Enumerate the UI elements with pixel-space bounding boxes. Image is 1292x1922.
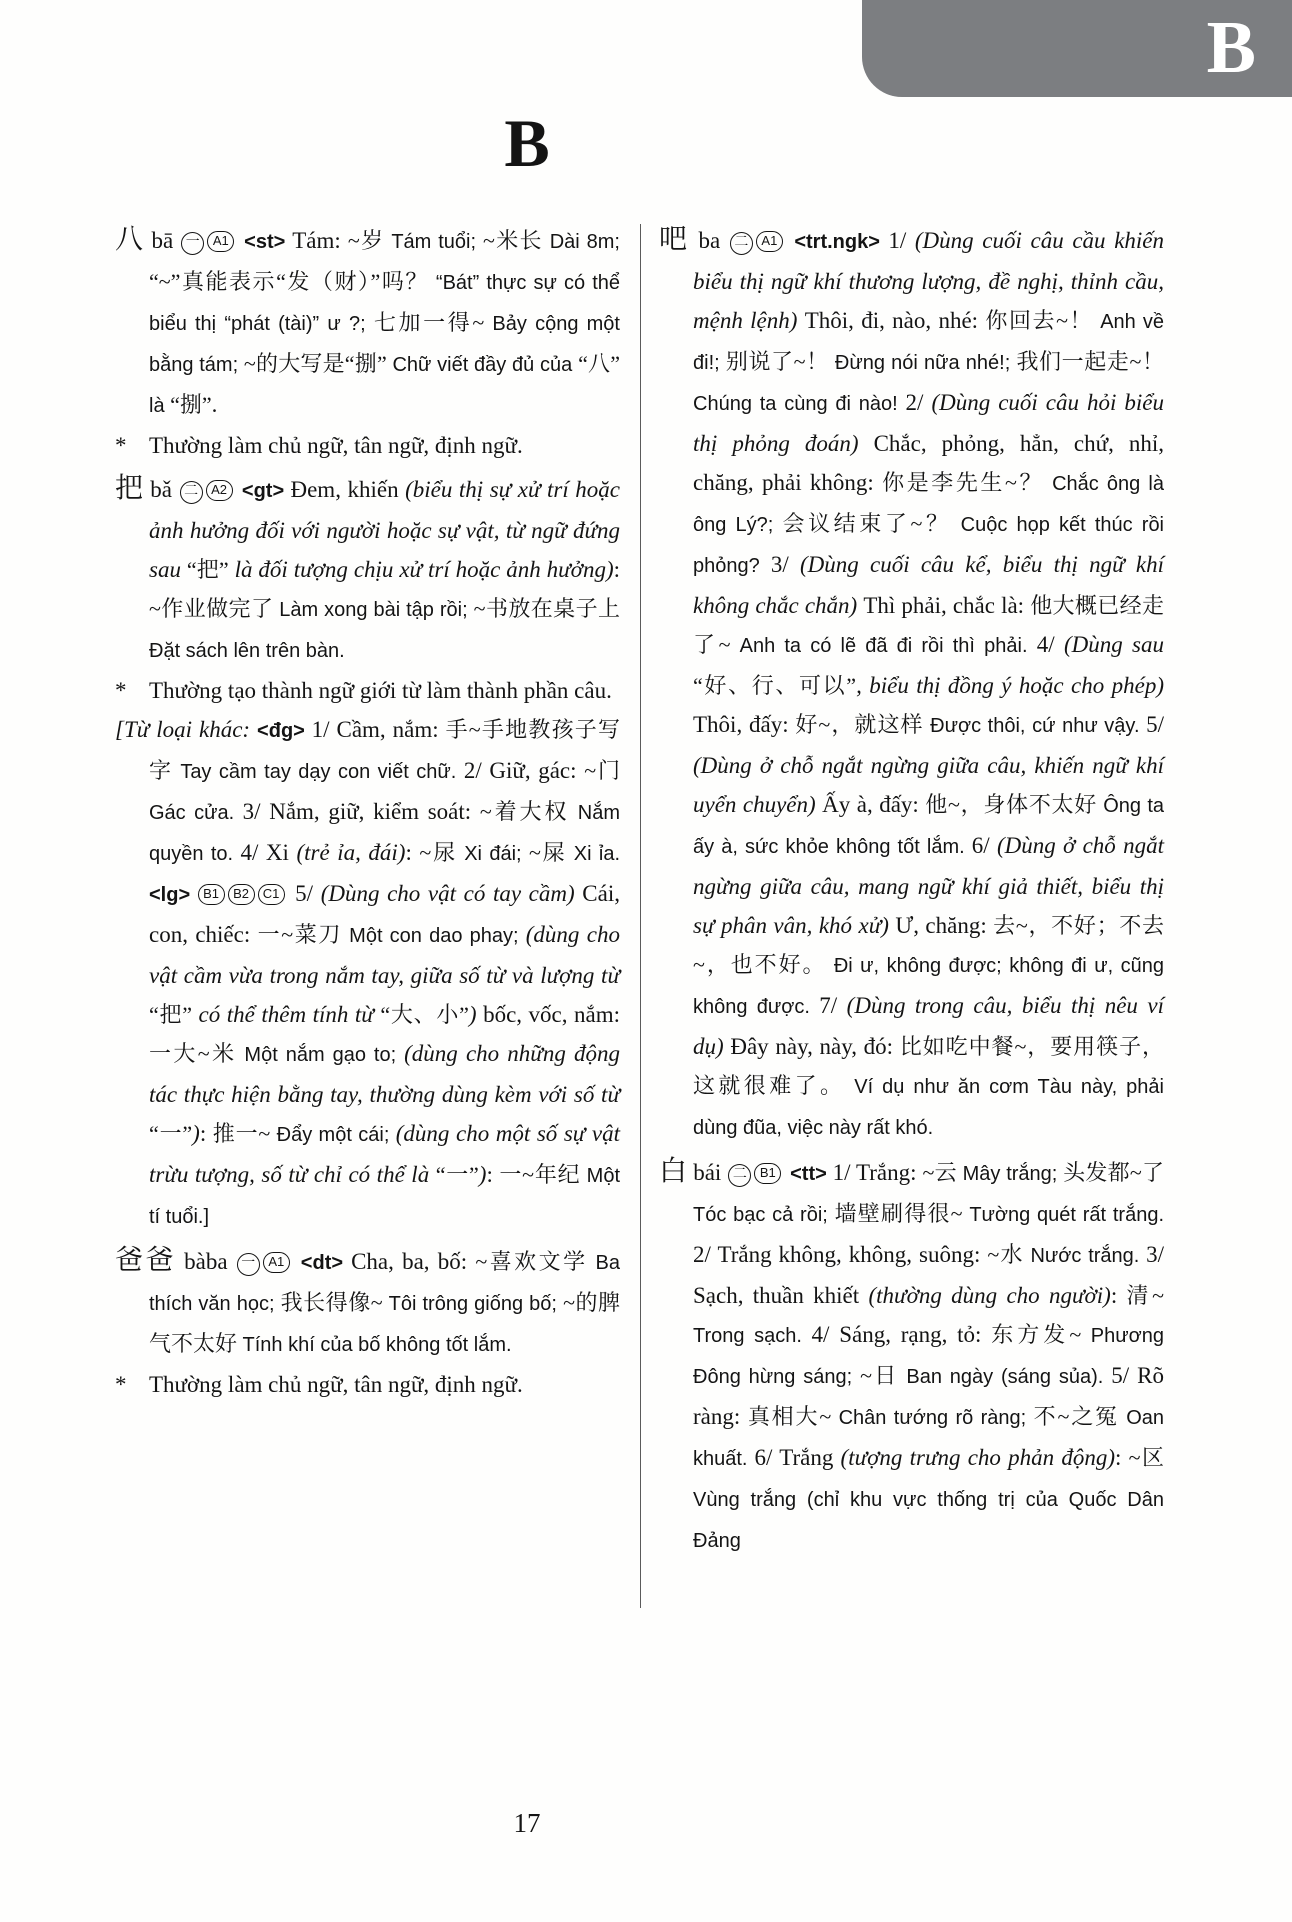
definition-text: 1/ [888,228,915,253]
italic-explanation: (dùng cho một số sự vật trừu tượng, số từ chỉ có thể là [149,1121,620,1187]
chinese-text: 我长得像~ [280,1290,389,1315]
example-translation: Gác cửa. [149,802,243,824]
chinese-text: “一” [149,1121,193,1146]
headword: 八 [115,224,145,255]
definition-text: Chắc, phỏng, hẳn, chứ, nhỉ, chăng, phải không: [693,431,1164,495]
italic-explanation: (Dùng cuối câu cầu khiến biểu thị ngữ khí thương lượng, đề nghị, thỉnh cầu, mệnh lệnh) [693,228,1164,333]
example-translation: Ban ngày (sáng sủa). [906,1366,1112,1388]
chinese-text: ~米长 [482,228,550,253]
definition-text: 4/ Sáng, rạng, tỏ: [811,1322,992,1347]
chinese-text: 他大概已经走了~ [693,593,1164,657]
definition-text: : [1110,1283,1127,1308]
chinese-text: ~作业做完了 [149,596,280,621]
circled-number-badge: 二 [728,1164,751,1187]
chinese-text: 一大~米 [149,1041,245,1066]
example-translation: Chúng ta cùng đi nào! [693,393,906,415]
definition-text: 5/ Rõ ràng: [693,1363,1164,1429]
italic-explanation: , biểu thị đồng ý hoặc cho phép) [856,673,1164,698]
definition-text: Ư, chăng: [895,913,994,938]
definition-text: 5/ [1146,712,1164,737]
level-badge: A1 [263,1252,290,1273]
level-badge: B2 [228,884,255,905]
example-translation: Chân tướng rõ ràng; [838,1407,1034,1429]
example-translation: Ví dụ như ăn cơm Tàu này, phải dùng đũa, việc này rất khó. [693,1076,1164,1139]
definition-text: Cái, con, chiếc: [149,881,620,947]
corner-index-tab [862,0,1292,97]
part-of-speech-tag: <đg> [257,720,312,742]
example-translation: Một nắm gạo to; [244,1044,405,1066]
example-translation: Một tí tuổi.] [149,1165,621,1228]
chinese-text: ~尿 [419,840,465,865]
chinese-text: “一” [435,1162,479,1187]
chinese-text: 真相大~ [747,1404,839,1429]
italic-explanation: (trẻ ỉa, đái) [296,840,406,865]
entry-paragraph [115,220,620,426]
headword: 白 [659,1156,688,1187]
example-translation: Ba thích văn học; [149,1252,620,1315]
example-translation: Mây trắng; [962,1163,1064,1185]
entry-paragraph [659,1152,1164,1561]
pinyin: bàba [175,1249,236,1274]
note-paragraph [115,671,620,710]
part-of-speech-tag: <st> [237,231,293,253]
page-number: 17 [513,1808,541,1838]
definition-text: Cha, ba, bố: [351,1249,476,1274]
pinyin: bǎ [143,477,179,502]
italic-explanation: (tượng trưng cho phản động) [840,1445,1116,1470]
chinese-text: “~”真能表示“发（财）”吗？ [149,269,436,294]
column-left [115,220,620,1404]
part-of-speech-tag: <lg> [149,884,198,906]
part-of-speech-tag: <gt> [235,480,291,502]
definition-text: Thôi, đấy: [693,712,796,737]
part-of-speech-tag: <dt> [292,1252,352,1274]
example-translation: Đẩy một cái; [276,1124,396,1146]
italic-explanation: (Dùng ở chỗ ngắt ngừng giữa câu, mang ngữ khí giả thiết, biểu thị sự phân vân, khó xử) [693,833,1164,938]
column-right [659,220,1164,1561]
definition-text: : [199,1121,213,1146]
italic-explanation: ) [478,1162,487,1187]
definition-text: Đem, khiến [290,477,406,502]
chinese-text: “捌” [170,392,212,417]
example-translation: Một con dao phay; [349,925,526,947]
chinese-text: 你是李先生~？ [882,470,1053,495]
italic-explanation: ) [192,1121,200,1146]
chinese-text: ~门 [584,758,620,783]
definition-text: 1/ Cầm, nắm: [311,717,446,742]
definition-text: : [486,1162,500,1187]
chinese-text: 会议结束了~？ [782,511,961,536]
definition-text: 4/ Xi [240,840,297,865]
example-translation: Tường quét rất trắng. [969,1204,1165,1226]
headword: 把 [115,473,144,504]
definition-text: 3/ Nắm, giữ, kiểm soát: [242,799,480,824]
italic-explanation: là đối tượng chịu xử trí hoặc ảnh hưởng) [228,557,614,582]
example-translation: Đặt sách lên trên bàn. [149,640,345,662]
definition-text: 2/ Giữ, gác: [463,758,585,783]
headword: 吧 [659,224,690,255]
chinese-text: “好、行、可以” [693,673,857,698]
chinese-text: ~书放在桌子上 [473,596,620,621]
section-heading: B [504,105,550,181]
definition-text: Thôi, đi, nào, nhé: [804,308,986,333]
chinese-text: 你回去~！ [985,308,1101,333]
subentry-paragraph [115,710,620,1237]
level-badge: A1 [207,231,234,252]
example-translation: Đi ư, không được; không đi ư, cũng không được. [693,955,1164,1018]
definition-text: : [405,840,420,865]
definition-text: Ấy à, đấy: [822,792,926,817]
chinese-text: 清~ [1126,1283,1165,1308]
definition-text: 1/ Trắng: [832,1160,923,1185]
definition-text: bốc, vốc, nắm: [483,1002,621,1027]
chinese-text: 手~手地教孩子写字 [149,717,620,783]
definition-text: 3/ [770,552,800,577]
level-badge: A1 [756,231,783,252]
definition-text: 2/ [905,390,932,415]
chinese-text: ~日 [860,1363,907,1388]
definition-text: 7/ [819,993,847,1018]
italic-explanation: (Dùng sau [1063,632,1165,657]
chinese-text: 我们一起走~！ [1016,349,1164,374]
chinese-text: 东方发~ [991,1322,1091,1347]
example-translation: Tính khí của bố không tốt lắm. [242,1334,512,1356]
chinese-text: ~区 [1128,1445,1164,1470]
chinese-text: 别说了~！ [725,349,835,374]
chinese-text: 墙壁刷得很~ [834,1201,970,1226]
example-translation: Chữ viết đầy đủ của [392,354,579,376]
definition-text: Thường làm chủ ngữ, tân ngữ, định ngữ. [149,433,523,458]
chinese-text: “大、小” [380,1002,469,1027]
chinese-text: “把” [186,557,229,582]
chinese-text: 头发都~了 [1063,1160,1164,1185]
level-badge: B1 [198,884,225,905]
circled-number-badge: 二 [180,481,203,504]
example-translation: Xi đái; [464,843,529,865]
headword: 爸爸 [115,1245,176,1276]
chinese-text: ~云 [922,1160,963,1185]
chinese-text: “把” [149,1002,193,1027]
example-translation: Ông ta ấy à, sức khỏe không tốt lắm. [693,795,1165,858]
definition-text: Đây này, này, đó: [730,1034,900,1059]
pinyin: ba [689,228,729,253]
level-badge: B1 [754,1163,781,1184]
chinese-text: 比如吃中餐~，要用筷子，这就很难了。 [693,1034,1165,1098]
definition-text: 3/ Sạch, thuần khiết [693,1242,1165,1308]
definition-text: : [613,557,620,582]
example-translation: Xi ỉa. [573,843,621,865]
italic-explanation: ) [468,1002,484,1027]
definition-text: 4/ [1036,632,1064,657]
example-translation: Được thôi, cứ như vậy. [930,715,1147,737]
definition-text: : [1115,1445,1129,1470]
chinese-text: “八” [578,351,620,376]
chinese-text: 推一~ [212,1121,277,1146]
example-translation: “Bát” thực sự có thể biểu thị “phát (tài)” ư ?; [149,272,620,335]
chinese-text: ~的大写是“捌” [243,351,393,376]
chinese-text: ~屎 [528,840,574,865]
example-translation: Làm xong bài tập rồi; [279,599,474,621]
italic-explanation: có thể thêm tính từ [192,1002,381,1027]
chinese-text: 去~，不好；不去~，也不好。 [693,913,1165,977]
example-translation: Anh ta có lẽ đã đi rồi thì phải. [739,635,1037,657]
italic-explanation: (thường dùng cho người) [868,1283,1111,1308]
level-badge: C1 [258,884,285,905]
chinese-text: 一~年纪 [499,1162,587,1187]
example-translation: Dài 8m; [549,231,620,253]
definition-text: Thường làm chủ ngữ, tân ngữ, định ngữ. [149,1372,523,1397]
chinese-text: 七加一得~ [373,310,493,335]
definition-text: 5/ [287,881,321,906]
chinese-text: ~水 [987,1242,1031,1267]
part-of-speech-tag: <tt> [784,1163,833,1185]
chinese-text: ~着大权 [479,799,578,824]
definition-text: Tám: [292,228,348,253]
definition-text: 6/ Trắng [754,1445,841,1470]
chinese-text: 一~菜刀 [257,922,350,947]
italic-explanation: (Dùng cuối câu kể, biểu thị ngữ khí không chắc chắn) [693,552,1165,618]
example-translation: Nước trắng. [1030,1245,1147,1267]
italic-explanation: (dùng cho những động tác thực hiện bằng tay, thường dùng kèm với số từ [149,1041,620,1107]
chinese-text: 不~之冤 [1033,1404,1127,1429]
circled-number-badge: 二 [730,232,753,255]
definition-text: 2/ Trắng không, không, suông: [693,1242,988,1267]
example-translation: Đừng nói nữa nhé!; [834,352,1017,374]
example-translation: Trong sạch. [693,1325,812,1347]
pinyin: bái [687,1160,728,1185]
italic-explanation: (Dùng cho vật có tay cầm) [320,881,583,906]
chinese-text: ~的脾气不太好 [149,1290,621,1356]
chinese-text: 他~，身体不太好 [925,792,1104,817]
example-translation: Chắc ông là ông Lý?; [693,473,1164,536]
example-translation: Tay cầm tay dạy con viết chữ. [180,761,464,783]
note-asterisk: * [115,1372,127,1397]
italic-explanation: [Từ loại khác: [115,717,258,742]
italic-explanation: (Dùng trong câu, biểu thị nêu ví dụ) [693,993,1165,1059]
example-translation: Phương Đông hừng sáng; [693,1325,1165,1388]
example-translation: Bảy cộng một bằng tám; [149,313,620,376]
note-asterisk: * [115,433,127,458]
chinese-text: ~岁 [347,228,392,253]
corner-tab-letter: B [1206,7,1256,89]
note-paragraph [115,426,620,465]
definition-text: . [211,392,218,417]
column-divider-line [640,224,641,1608]
italic-explanation: (Dùng ở chỗ ngắt ngừng giữa câu, khiến ngữ khí uyển chuyển) [693,753,1164,817]
pinyin: bā [144,228,181,253]
level-badge: A2 [206,480,233,501]
example-translation: là [149,395,171,417]
definition-text: 6/ [971,833,997,858]
italic-explanation: (dùng cho vật cầm vừa trong nắm tay, giữa số từ và lượng từ [149,922,621,988]
example-translation: Tám tuổi; [391,231,483,253]
italic-explanation: (biểu thị sự xử trí hoặc ảnh hưởng đối với người hoặc sự vật, từ ngữ đứng sau [149,477,620,582]
example-translation: Tôi trông giống bố; [388,1293,564,1315]
entry-paragraph [115,1241,620,1365]
example-translation: Tóc bạc cả rồi; [693,1204,835,1226]
chinese-text: ~喜欢文学 [475,1249,596,1274]
example-translation: Nắm quyền to. [149,802,620,865]
entry-paragraph [659,220,1164,1148]
example-translation: Vùng trắng (chỉ khu vực thống trị của Quốc Dân Đảng [693,1489,1164,1552]
chinese-text: 好~，就这样 [795,712,931,737]
italic-explanation: (Dùng cuối câu hỏi biểu thị phỏng đoán) [693,390,1165,456]
definition-text: Thì phải, chắc là: [863,593,1031,618]
note-asterisk: * [115,678,127,703]
entry-paragraph [115,469,620,671]
example-translation: Anh về đi!; [693,311,1165,374]
definition-text: Thường tạo thành ngữ giới từ làm thành phần câu. [149,678,612,703]
part-of-speech-tag: <trt.ngk> [785,231,889,253]
circled-number-badge: 一 [237,1253,260,1276]
note-paragraph [115,1365,620,1404]
circled-number-badge: 一 [181,232,204,255]
example-translation: Oan khuất. [693,1407,1164,1470]
example-translation: Cuộc họp kết thúc rồi phỏng? [693,514,1165,577]
